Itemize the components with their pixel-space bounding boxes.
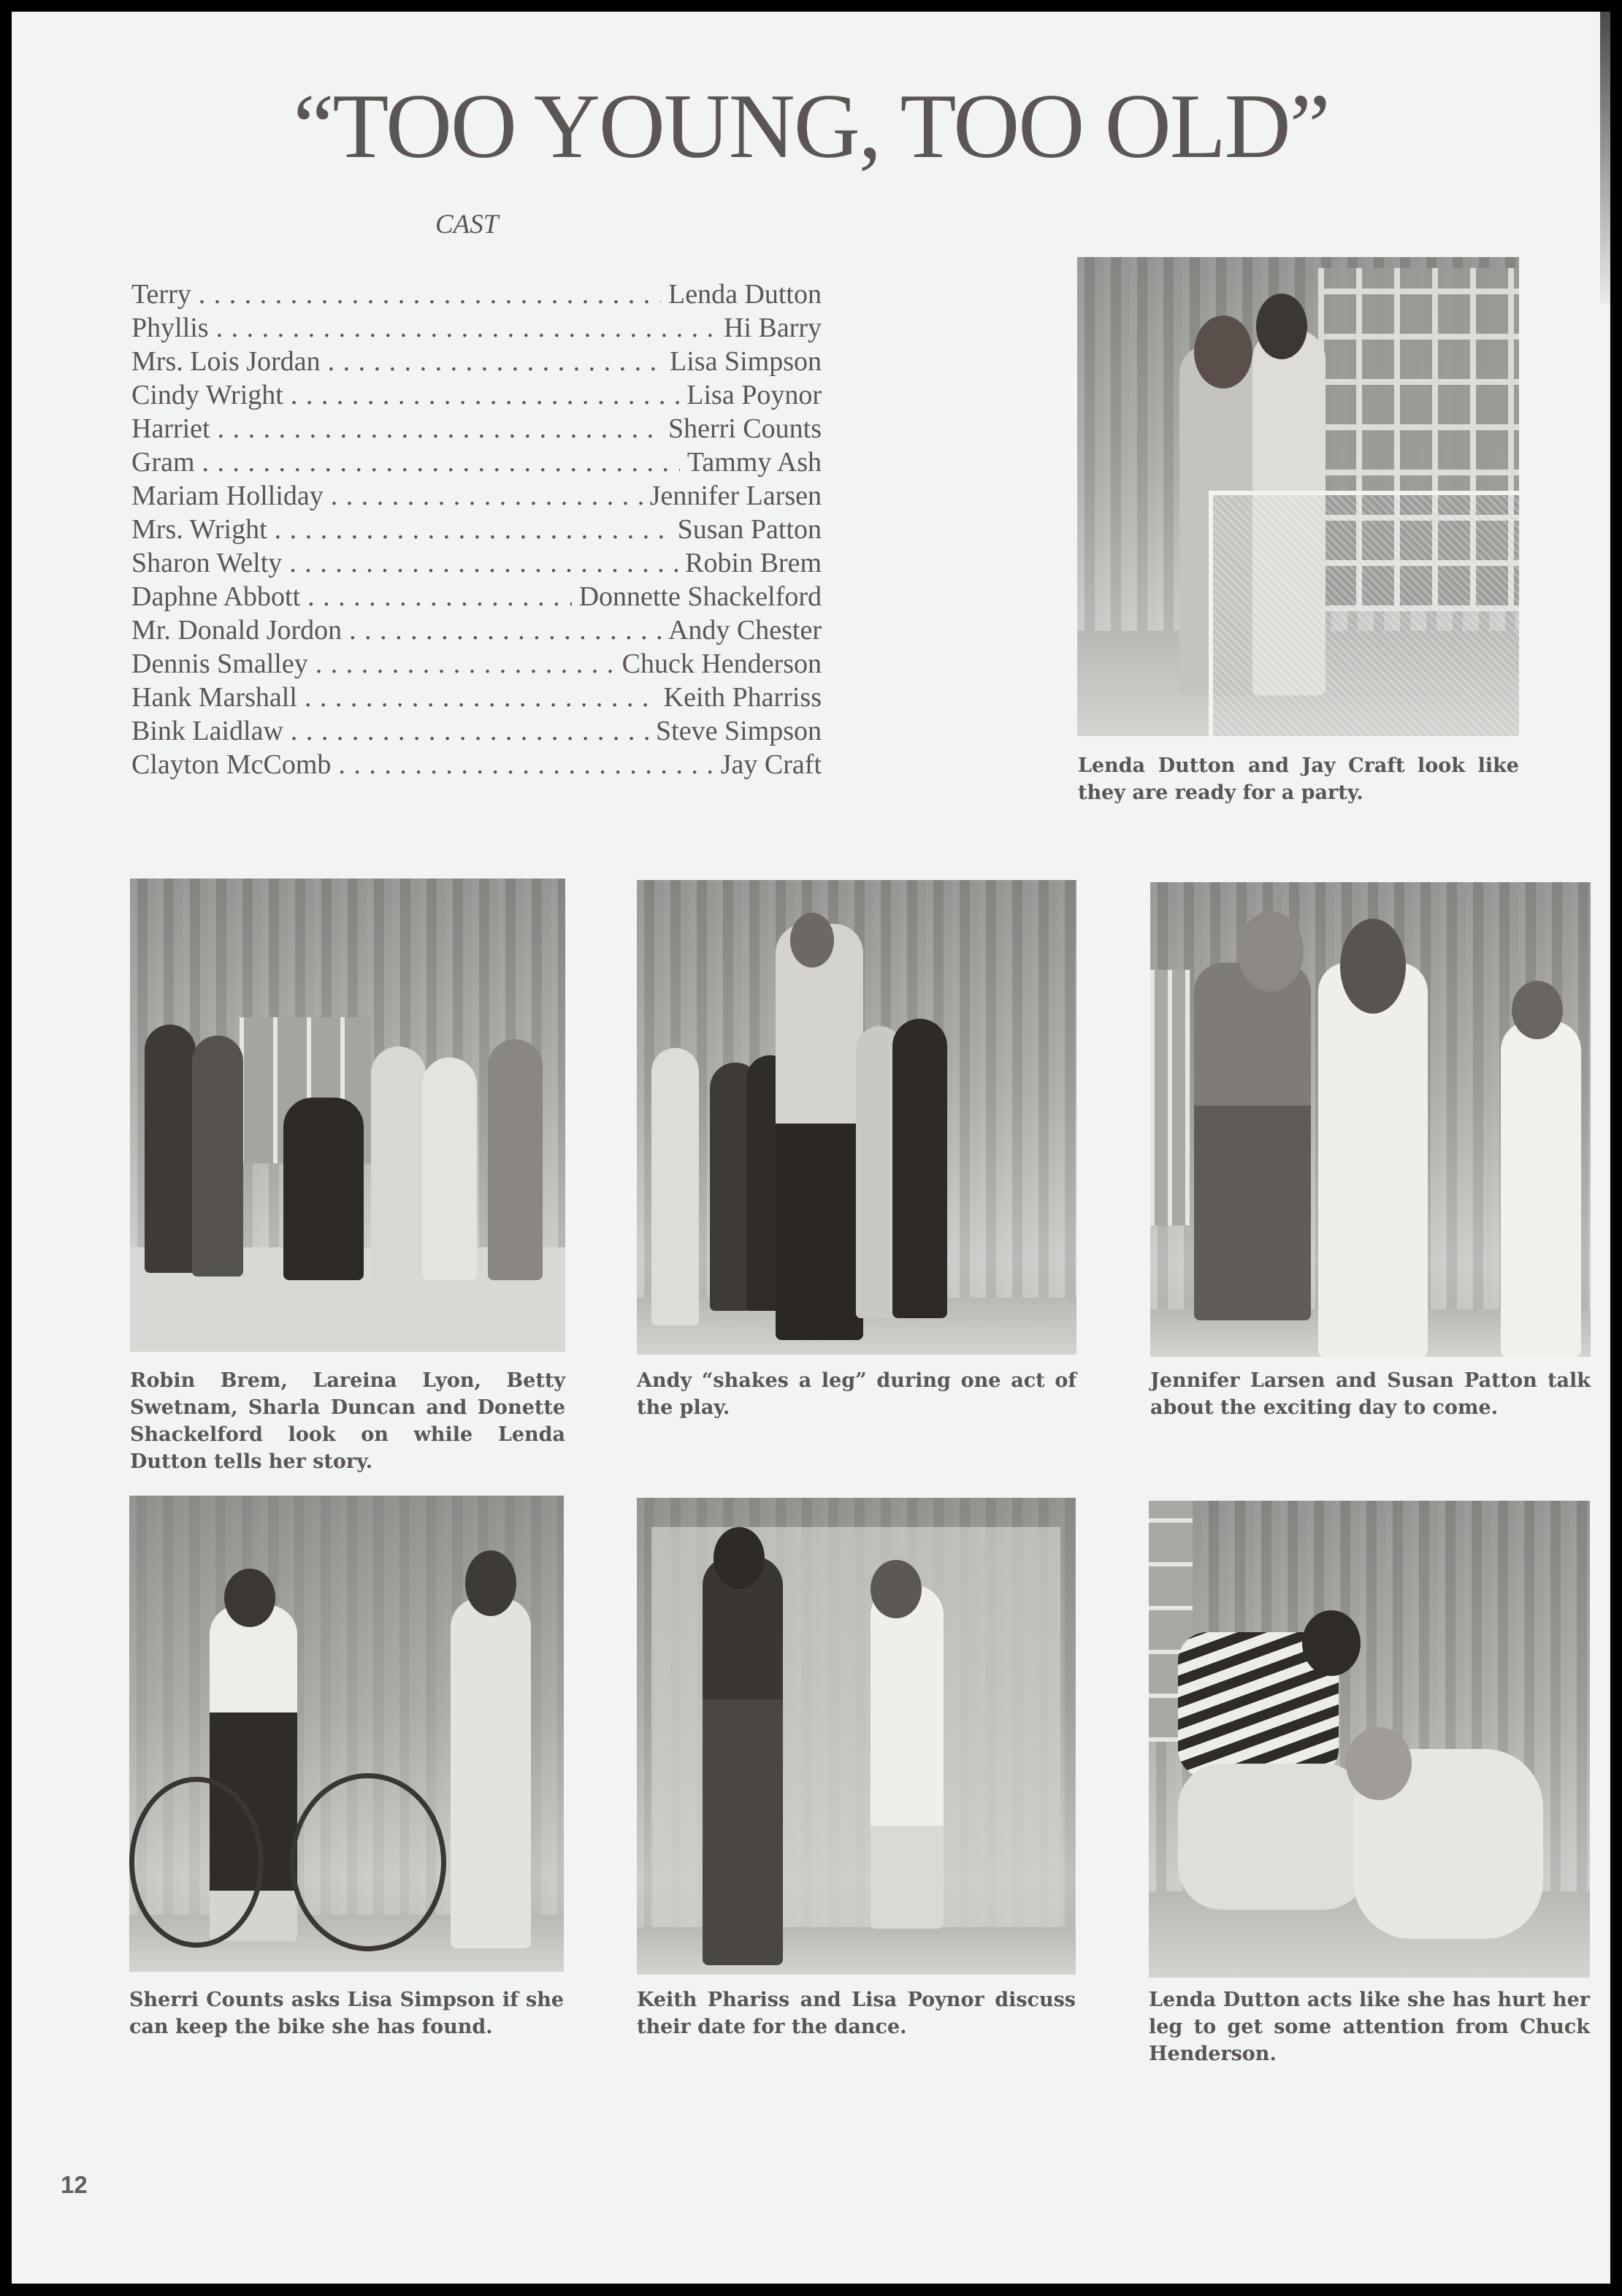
photo-caption: Lenda Dutton and Jay Craft look like they are ready for a party.	[1078, 754, 1519, 804]
photo-jennifer-susan	[1150, 882, 1591, 1357]
role-name: Cindy Wright	[131, 380, 283, 410]
cast-row	[131, 647, 822, 681]
photo-figure	[1501, 1021, 1581, 1357]
photo-caption: Lenda Dutton acts like she has hurt her leg to get some attention from Chuck Henderson.	[1149, 1989, 1590, 2065]
photo-head	[1512, 981, 1563, 1039]
photo-figure	[776, 924, 863, 1340]
photo-head	[1340, 919, 1406, 1014]
photo-couple-party	[1077, 257, 1519, 736]
photo-head	[714, 1527, 765, 1589]
photo-andy-shakes-leg	[637, 880, 1076, 1355]
photo-head	[465, 1550, 516, 1616]
dot-leader	[218, 412, 661, 445]
cast-row	[131, 546, 822, 580]
photo-head	[1238, 911, 1304, 992]
actor-name: Chuck Henderson	[621, 648, 822, 679]
photo-figure	[192, 1036, 243, 1277]
actor-name: Jay Craft	[720, 749, 822, 780]
dot-leader	[305, 681, 657, 714]
cast-heading: CAST	[435, 210, 499, 240]
cast-row	[131, 311, 822, 345]
actor-name: Lisa Simpson	[670, 346, 822, 377]
dot-leader	[199, 278, 661, 311]
photo-head	[871, 1560, 922, 1618]
photo-chair	[1209, 491, 1519, 736]
role-name: Mrs. Wright	[131, 514, 267, 545]
actor-name: Tammy Ash	[686, 447, 822, 478]
page-number: 12	[61, 2171, 88, 2198]
cast-row	[131, 613, 822, 647]
role-name: Clayton McComb	[131, 749, 332, 780]
photo-keith-lisa	[637, 1498, 1076, 1975]
page-title: “TOO YOUNG, TOO OLD”	[293, 76, 1329, 177]
actor-name: Susan Patton	[677, 514, 822, 545]
photo-head	[790, 913, 834, 968]
bicycle-wheel-front	[290, 1773, 446, 1951]
role-name: Hank Marshall	[131, 682, 297, 713]
role-name: Mr. Donald Jordon	[131, 615, 343, 646]
cast-row	[131, 278, 822, 311]
role-name: Mrs. Lois Jordan	[131, 346, 321, 377]
dot-leader	[331, 479, 643, 513]
dot-leader	[338, 748, 713, 781]
photo-caption: Jennifer Larsen and Susan Patton talk about the exciting day to come.	[1150, 1369, 1591, 1419]
photo-figure	[871, 1585, 944, 1929]
dot-leader	[349, 613, 661, 647]
cast-row	[131, 378, 822, 412]
cast-row	[131, 748, 822, 781]
photo-caption: Robin Brem, Lareina Lyon, Betty Swetnam, Sharla Duncan and Donette Shackelford look on while Lenda Dutton tells her story.	[130, 1369, 565, 1473]
actor-name: Lenda Dutton	[667, 279, 822, 310]
dot-leader	[275, 513, 670, 546]
photo-head	[1194, 315, 1252, 389]
photo-figure	[283, 1098, 364, 1280]
dot-leader	[202, 445, 680, 479]
photo-figure	[703, 1556, 783, 1965]
cast-row	[131, 714, 822, 748]
role-name: Harriet	[131, 413, 210, 444]
photo-head	[1256, 294, 1307, 359]
dot-leader	[291, 714, 649, 748]
photo-bike	[129, 1496, 564, 1972]
photo-figure	[488, 1039, 543, 1280]
dot-leader	[307, 580, 571, 613]
photo-figure	[892, 1019, 947, 1318]
cast-row	[131, 681, 822, 714]
actor-name: Donnette Shackelford	[578, 581, 822, 612]
role-name: Terry	[131, 279, 191, 310]
actor-name: Keith Pharriss	[663, 682, 822, 713]
dot-leader	[328, 345, 662, 378]
photo-figure	[145, 1025, 196, 1273]
actor-name: Andy Chester	[667, 615, 822, 646]
dot-leader	[315, 647, 615, 681]
role-name: Bink Laidlaw	[131, 716, 283, 746]
dot-leader	[216, 311, 716, 345]
photo-window	[1150, 970, 1190, 1225]
photo-caption: Andy “shakes a leg” during one act of the play.	[637, 1369, 1076, 1419]
cast-row	[131, 580, 822, 613]
bicycle-wheel-rear	[129, 1777, 264, 1948]
actor-name: Hi Barry	[723, 313, 822, 343]
role-name: Daphne Abbott	[131, 581, 301, 612]
photo-figure	[651, 1048, 699, 1325]
role-name: Sharon Welty	[131, 548, 283, 578]
cast-row	[131, 412, 822, 445]
photo-figure	[371, 1046, 426, 1280]
photo-caption: Sherri Counts asks Lisa Simpson if she can keep the bike she has found.	[129, 1989, 564, 2038]
photo-head	[1302, 1610, 1361, 1676]
photo-head	[224, 1569, 275, 1627]
actor-name: Lisa Poynor	[686, 380, 822, 410]
cast-row	[131, 345, 822, 378]
actor-name: Robin Brem	[685, 548, 822, 578]
actor-name: Sherri Counts	[667, 413, 822, 444]
role-name: Phyllis	[131, 313, 209, 343]
photo-figure	[1318, 963, 1428, 1357]
photo-head	[1346, 1727, 1412, 1800]
actor-name: Steve Simpson	[656, 716, 822, 746]
cast-list	[131, 278, 822, 781]
photo-figure	[1194, 963, 1311, 1320]
photo-group-story	[130, 879, 565, 1352]
role-name: Dennis Smalley	[131, 648, 308, 679]
photo-hurt-leg	[1149, 1501, 1590, 1978]
actor-name: Jennifer Larsen	[649, 481, 822, 511]
role-name: Mariam Holliday	[131, 481, 324, 511]
cast-row	[131, 479, 822, 513]
photo-figure	[1178, 1764, 1368, 1910]
photo-figure	[451, 1598, 531, 1948]
dot-leader	[289, 546, 678, 580]
photo-caption: Keith Phariss and Lisa Poynor discuss their date for the dance.	[637, 1989, 1076, 2038]
role-name: Gram	[131, 447, 195, 478]
dot-leader	[291, 378, 679, 412]
cast-row	[131, 445, 822, 479]
photo-figure	[422, 1057, 477, 1280]
cast-row	[131, 513, 822, 546]
